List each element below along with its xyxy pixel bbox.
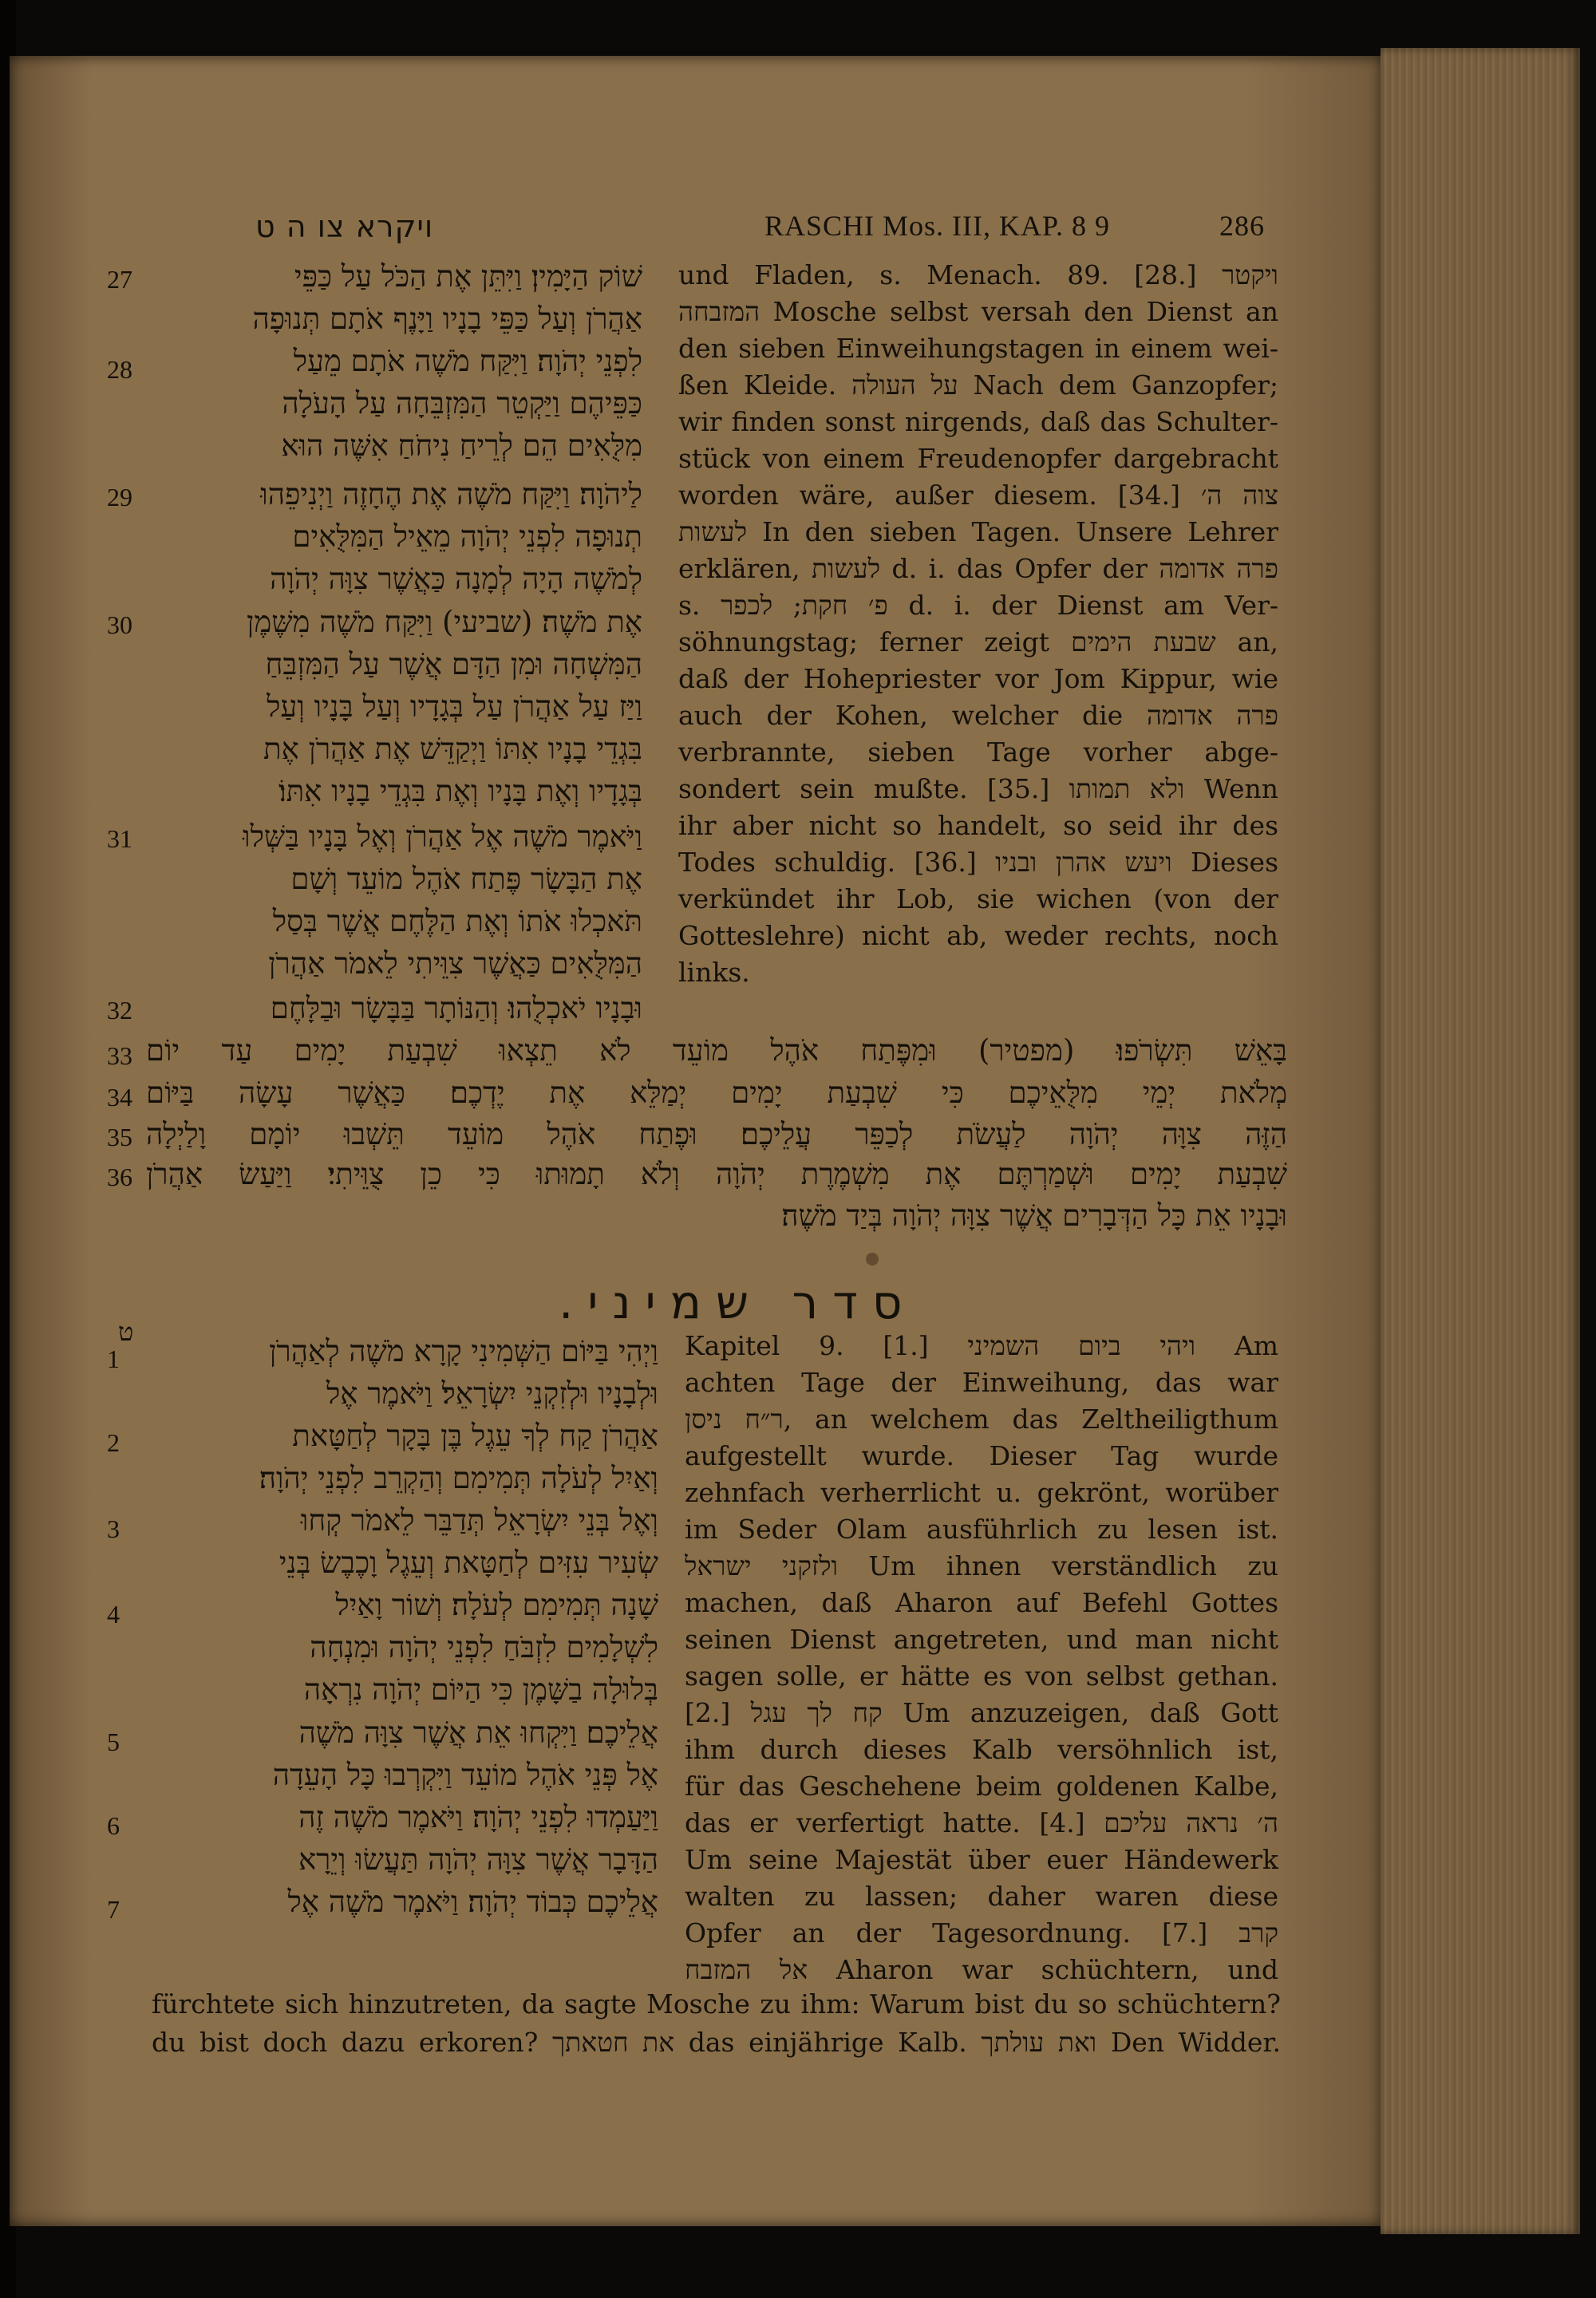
german-line: verkündet ihr Lob, sie wichen (von der — [678, 883, 1278, 914]
hebrew-line: שָׁנָה תְּמִימִם לְעֹלָה׃ וְשׁוֹר וָאַיִל — [335, 1588, 658, 1622]
verse-number: 2 — [107, 1428, 120, 1457]
hebrew-line: לַיהֹוָה׃ וַיִּקַּח מֹשֶׁה אֶת הֶחָזֶה וַיְנִיפֵהוּ — [260, 477, 642, 511]
verse-number: 5 — [107, 1727, 120, 1756]
hebrew-line: וְאַיִל לְעֹלָה תְּמִימִם וְהַקְרֵב לִפְנֵי יְהֹוָה׃ — [259, 1461, 658, 1495]
chapter-mark: ט — [118, 1317, 134, 1347]
running-header-german: RASCHI Mos. III, KAP. 8 9 — [764, 210, 1111, 242]
german-line: [2.] קח לך עגל Um anzuzeigen, daß Gott — [685, 1697, 1278, 1728]
german-line: לעשות In den sieben Tagen. Unsere Lehrer — [678, 516, 1278, 547]
german-commentary-top — [678, 257, 1278, 991]
hebrew-line: תְנוּפָה לִפְנֵי יְהֹוָה מֵאֵיל הַמִּלֻּאִים — [292, 519, 642, 554]
german-line: sondert sein mußte. [35.] ולא תמותו Wenn — [678, 773, 1278, 804]
hebrew-line: הַדָּבָר אֲשֶׁר צִוָּה יְהֹוָה תַּעֲשׂוּ וְיֵרָא — [298, 1842, 658, 1877]
hebrew-wide-line: שִׁבְעַת יָמִים וּשְׁמַרְתֶּם אֶת מִשְׁמֶרֶת יְהֹוָה וְלֹא תָמוּתוּ כִּי כֵן צֻוֵּיתִי׃ וַיַּעַשׂ אַהֲרֹן — [146, 1157, 1287, 1191]
german-line: das er verfertigt hatte. [4.] ה׳ נראה עליכם — [685, 1807, 1278, 1838]
hebrew-line: תֹּאכְלוּ אֹתוֹ וְאֶת הַלֶּחֶם אֲשֶׁר בְּסַל — [272, 904, 642, 938]
hebrew-line: הַמִּשְׁחָה וּמִן הַדָּם אֲשֶׁר עַל הַמִּזְבֵּחַ — [265, 647, 642, 681]
german-line: המזבחה Mosche selbst versah den Dienst an — [678, 296, 1278, 327]
german-line: für das Geschehene beim goldenen Kalbe, — [685, 1771, 1278, 1802]
german-line: Um seine Majestät über euer Händewerk — [685, 1844, 1278, 1875]
german-line: söhnungstag; ferner zeigt שבעת הימים an, — [678, 626, 1278, 657]
page-number: 286 — [1219, 210, 1265, 242]
verse-number: 33 — [107, 1041, 132, 1070]
german-line: ולזקני ישראל Um ihnen verständlich zu — [685, 1550, 1278, 1581]
german-line: und Fladen, s. Menach. 89. [28.] ויקטר — [678, 259, 1278, 290]
german-commentary-chapter9 — [685, 1328, 1278, 1988]
hebrew-line: וּלְבָנָיו וּלְזִקְנֵי יִשְׂרָאֵל׃ וַיֹּאמֶר אֶל — [326, 1376, 658, 1411]
german-line: aufgestellt wurde. Dieser Tag wurde — [685, 1440, 1278, 1471]
german-line: Todes schuldig. [36.] ויעש אהרן ובניו Dieses — [678, 847, 1278, 878]
hebrew-line: בִּגְדֵי בָנָיו אִתּוֹ וַיְקַדֵּשׁ אֶת אַהֲרֹן אֶת — [263, 732, 642, 766]
german-line: auch der Kohen, welcher die פרה אדומה — [678, 700, 1278, 731]
hebrew-wide-line: מְלֹאת יְמֵי מִלֻּאֵיכֶם כִּי שִׁבְעַת יָמִים יְמַלֵּא אֶת יֶדְכֶם׃ כַּאֲשֶׁר עָשָׂה בַּיּוֹם — [146, 1076, 1287, 1110]
verse-number: 32 — [107, 996, 132, 1025]
german-line: im Seder Olam ausführlich zu lesen ist. — [685, 1514, 1278, 1545]
verse-number: 35 — [107, 1123, 132, 1151]
hebrew-line: אֲלֵיכֶם׃ וַיִּקְחוּ אֵת אֲשֶׁר צִוָּה מֹשֶׁה — [298, 1716, 658, 1750]
hebrew-line: אַהֲרֹן קַח לְךָ עֵגֶל בֶּן בָּקָר לְחַטָּאת — [292, 1419, 658, 1453]
verse-number: 34 — [107, 1083, 132, 1111]
hebrew-wide-line: בָּאֵשׁ תִּשְׂרֹפוּ׃ (מפטיר) וּמִפֶּתַח אֹהֶל מוֹעֵד לֹא תֵצְאוּ שִׁבְעַת יָמִים עַד יוֹם — [146, 1033, 1287, 1068]
verse-number: 6 — [107, 1811, 120, 1840]
hebrew-line: וְאֶל בְּנֵי יִשְׂרָאֵל תְּדַבֵּר לֵאמֹר קְחוּ — [300, 1503, 658, 1538]
german-line: zehnfach verherrlicht u. gekrönt, worüber — [685, 1477, 1278, 1508]
running-header-hebrew: ויקרא צו ה ט — [255, 209, 434, 244]
verse-number: 29 — [107, 483, 132, 511]
hebrew-line: אֶל פְּנֵי אֹהֶל מוֹעֵד וַיִּקְרְבוּ כָּל הָעֵדָה — [272, 1758, 658, 1792]
hebrew-line: בְּלוּלָה בַשָּׁמֶן כִּי הַיּוֹם יְהֹוָה נִרְאָה — [303, 1672, 658, 1707]
german-line: Kapitel 9. [1.] ויהי ביום השמיני Am — [685, 1330, 1278, 1361]
page-fore-edge — [1381, 48, 1580, 2234]
verse-number: 7 — [107, 1895, 120, 1924]
hebrew-line: אֶת מֹשֶׁה׃ (שביעי) וַיִּקַּח מֹשֶׁה מִשֶּׁמֶן — [247, 605, 642, 639]
hebrew-wide-line: הַזֶּה צִוָּה יְהֹוָה לַעֲשֹׂת לְכַפֵּר עֲלֵיכֶם׃ וּפֶתַח אֹהֶל מוֹעֵד תֵּשְׁבוּ יוֹמָם וָלַיְלָה — [146, 1117, 1287, 1151]
hebrew-line: מִלֻּאִים הֵם לְרֵיחַ נִיחֹחַ אִשֶּׁה הוּא — [281, 428, 642, 463]
parasha-title: סדר שמיני. — [559, 1275, 917, 1329]
verse-number: 4 — [107, 1600, 120, 1629]
german-line: walten zu lassen; daher waren diese — [685, 1881, 1278, 1912]
german-line: ßen Kleide. על העולה Nach dem Ganzopfer; — [678, 369, 1278, 401]
verse-number: 27 — [107, 265, 132, 294]
german-line: stück von einem Freudenopfer dargebracht — [678, 443, 1278, 474]
hebrew-line: אֲלֵיכֶם כְּבוֹד יְהֹוָה׃ וַיֹּאמֶר מֹשֶׁה אֶל — [287, 1885, 658, 1919]
german-line: den sieben Einweihungstagen in einem wei- — [678, 333, 1278, 364]
hebrew-line: לְמֹשֶׁה הָיָה לְמָנָה כַּאֲשֶׁר צִוָּה יְהֹוָה — [270, 562, 642, 596]
hebrew-line: וַיְהִי בַּיּוֹם הַשְּׁמִינִי קָרָא מֹשֶׁה לְאַהֲרֹן — [269, 1334, 658, 1368]
hebrew-line: אַהֲרֹן וְעַל כַּפֵּי בָנָיו וַיָּנֶף אֹתָם תְּנוּפָה — [252, 302, 642, 336]
hebrew-wide-line: וּבָנָיו אֵת כָּל הַדְּבָרִים אֲשֶׁר צִוָּה יְהֹוָה בְּיַד מֹשֶׁה׃ — [781, 1198, 1287, 1233]
hebrew-line: לִפְנֵי יְהֹוָה׃ וַיִּקַּח מֹשֶׁה אֹתָם מֵעַל — [293, 344, 642, 378]
german-line: erklären, לעשות d. i. das Opfer der פרה אדומה — [678, 553, 1278, 584]
hebrew-line: וַיַּעַמְדוּ לִפְנֵי יְהֹוָה׃ וַיֹּאמֶר מֹשֶׁה זֶה — [298, 1800, 658, 1834]
german-line: achten Tage der Einweihung, das war — [685, 1367, 1278, 1398]
hebrew-line: וַיֹּאמֶר מֹשֶׁה אֶל אַהֲרֹן וְאֶל בָּנָיו בַּשְּׁלוּ — [243, 819, 642, 854]
german-line: links. — [678, 957, 750, 988]
hebrew-line: וַיַּז עַל אַהֲרֹן עַל בְּגָדָיו וְעַל בָּנָיו וְעַל — [267, 689, 642, 724]
german-line: Opfer an der Tagesordnung. [7.] קרב — [685, 1917, 1278, 1949]
german-line: ר״ח ניסן, an welchem das Zeltheiligthum — [685, 1404, 1278, 1435]
page-stain — [866, 1253, 879, 1265]
hebrew-line: אֶת הַבָּשָׂר פֶּתַח אֹהֶל מוֹעֵד וְשָׁם — [290, 862, 642, 896]
german-line: wir finden sonst nirgends, daß das Schulter- — [678, 406, 1278, 437]
hebrew-line: שְׂעִיר עִזִּים לְחַטָּאת וְעֵגֶל וָכֶבֶשׂ בְּנֵי — [279, 1546, 658, 1580]
german-line: ihr aber nicht so handelt, so seid ihr des — [678, 810, 1278, 841]
german-line: verbrannte, sieben Tage vorher abge- — [678, 736, 1278, 768]
german-line: sagen solle, er hätte es von selbst gethan. — [685, 1660, 1278, 1692]
verse-number: 31 — [107, 824, 132, 853]
verse-number: 28 — [107, 355, 132, 384]
hebrew-line: בְּגָדָיו וְאֶת בָּנָיו וְאֶת בִּגְדֵי בָנָיו אִתּוֹ׃ — [279, 774, 642, 808]
hebrew-line: כַּפֵּיהֶם וַיַּקְטֵר הַמִּזְבֵּחָה עַל הָעֹלָה — [282, 386, 642, 421]
german-line: Gotteslehre) nicht ab, weder rechts, noch — [678, 920, 1278, 951]
verse-number: 3 — [107, 1514, 120, 1543]
verse-number: 1 — [107, 1344, 120, 1373]
german-line: ihm durch dieses Kalb versöhnlich ist, — [685, 1734, 1278, 1765]
verse-number: 30 — [107, 610, 132, 639]
german-line: אל המזבח Aharon war schüchtern, und — [685, 1954, 1278, 1985]
german-bottom-line: fürchtete sich hinzutreten, da sagte Mosche zu ihm: Warum bist du so schüchtern? — [152, 1988, 1281, 2020]
verse-number: 36 — [107, 1163, 132, 1191]
hebrew-line: לִשְׁלָמִים לִזְבֹּחַ לִפְנֵי יְהֹוָה וּמִנְחָה — [310, 1630, 658, 1664]
german-line: seinen Dienst angetreten, und man nicht — [685, 1624, 1278, 1655]
german-line: s. פ׳ חקת; לכפר d. i. der Dienst am Ver- — [678, 590, 1278, 621]
hebrew-line: וּבָנָיו יֹאכְלֻהוּ׃ וְהַנּוֹתָר בַּבָּשָׂר וּבַלָּחֶם — [270, 991, 642, 1025]
german-line: machen, daß Aharon auf Befehl Gottes — [685, 1587, 1278, 1618]
german-bottom-line: du bist doch dazu erkoren? את חטאתך das einjährige Kalb. ואת עולתך Den Widder. — [152, 2027, 1281, 2058]
hebrew-line: הַמִּלֻּאִים כַּאֲשֶׁר צִוֵּיתִי לֵאמֹר אַהֲרֹן — [268, 946, 642, 981]
hebrew-line: שׁוֹק הַיָּמִין׃ וַיִּתֵּן אֶת הַכֹּל עַל כַּפֵּי — [294, 259, 642, 294]
german-line: worden wäre, außer diesem. [34.] צוה ה׳ — [678, 480, 1278, 511]
german-line: daß der Hohepriester vor Jom Kippur, wie — [678, 663, 1278, 694]
